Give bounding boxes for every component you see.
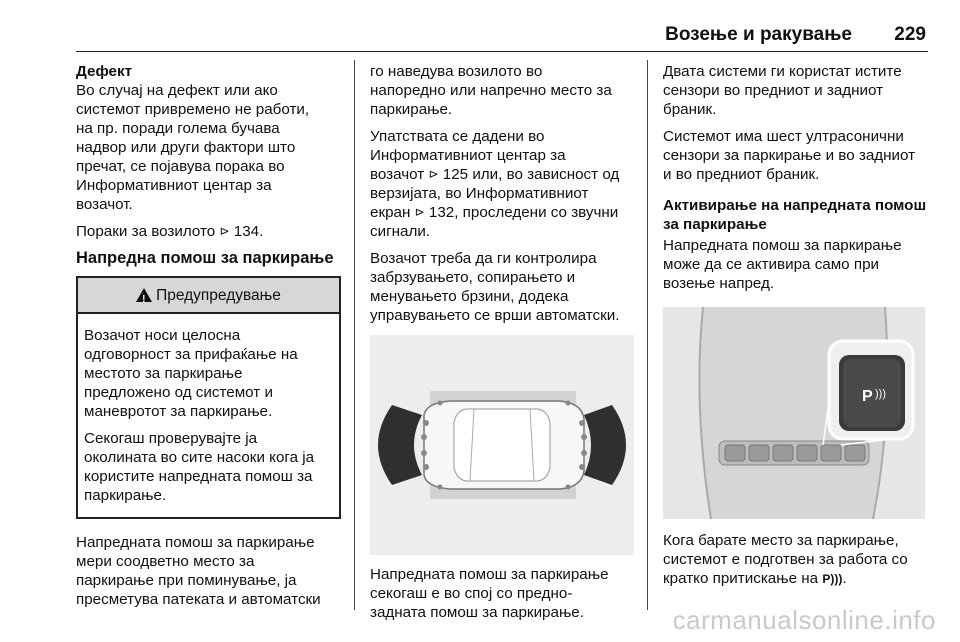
- console-button-figure: [663, 307, 925, 519]
- column-divider-2: [647, 60, 648, 610]
- section-heading: Напредна помош за паркирање: [76, 249, 334, 267]
- col3-p4-end: .: [842, 570, 847, 587]
- car-sensor-figure: [370, 335, 634, 555]
- reference-arrow-icon: ⊳: [414, 205, 425, 219]
- fault-text: Во случај на дефект или ако системот привремено не работи, на пр. поради голема бучава надвор или други фактори што пречат, се појавува порака во Информативниот центар за возачот.: [76, 82, 310, 213]
- warning-paragraph-2: Секогаш проверувајте ја околината во сите насоки кога ја користите напредната помош за паркирање.: [84, 430, 315, 504]
- column-3: [663, 62, 929, 597]
- warning-paragraph-1: Возачот носи целосна одговорност за прифаќање на местото за паркирање предложено од системот и маневротот за паркирање.: [84, 327, 298, 420]
- warning-header: [78, 278, 339, 314]
- parking-assist-icon: P))): [822, 572, 843, 586]
- console-illustration: [663, 307, 925, 519]
- col2-paragraph-2: [370, 127, 634, 241]
- warning-title: Предупредување: [156, 286, 281, 304]
- page-number: 229: [894, 24, 926, 45]
- col2-paragraph-1: го наведува возилото во напоредно или напречно место за паркирање.: [370, 63, 612, 118]
- messages-text: Пораки за возилото: [76, 223, 216, 240]
- warning-triangle-icon: [136, 288, 152, 302]
- column-divider-1: [354, 60, 355, 610]
- col3-paragraph-3: Напредната помош за паркирање може да се активира само при возење напред.: [663, 237, 902, 292]
- reference-arrow-icon: ⊳: [219, 224, 230, 238]
- header-rule: [76, 51, 928, 52]
- page-header: [76, 20, 928, 50]
- col2-paragraph-3: Возачот треба да ги контролира забрзувањето, сопирањето и менувањето брзини, додека управувањето се врши автоматски.: [370, 250, 620, 324]
- reference-arrow-icon: ⊳: [428, 167, 439, 181]
- col2-p2-text-c: 132, проследени со звучни сигнали.: [370, 204, 619, 240]
- messages-ref: 134.: [233, 223, 264, 240]
- after-warning-text: Напредната помош за паркирање мери соодветно место за паркирање при поминување, ја пресметува патеката и автоматски: [76, 534, 321, 608]
- column-2: [370, 62, 634, 630]
- figure-caption: Напредната помош за паркирање секогаш е во спој со предно- задната помош за паркирање.: [370, 566, 609, 621]
- col3-paragraph-1: Двата системи ги користат истите сензори во предниот и задниот браник.: [663, 63, 902, 118]
- warning-box: [76, 276, 341, 519]
- activation-heading: Активирање на напредната помош за паркирање: [663, 197, 927, 233]
- messages-line: [76, 222, 344, 241]
- warning-body: [78, 314, 339, 517]
- parking-sensor-waves-icon: ))): [875, 388, 886, 400]
- fault-title: Дефект: [76, 63, 133, 80]
- chapter-title: Возење и ракување: [665, 24, 852, 45]
- watermark: carmanualsonline.info: [672, 605, 936, 635]
- col2-p2-text-a: Упатствата се дадени во Информативниот центар за возачот: [370, 128, 566, 183]
- car-sensor-illustration: [370, 335, 634, 555]
- col2-p2-text-b: 125 или, во зависност од верзијата, во Информативниот екран: [370, 166, 620, 221]
- col3-p4-text: Кога барате место за паркирање, системот е подготвен за работа со кратко притискање на: [663, 532, 908, 587]
- col3-paragraph-4: [663, 531, 929, 589]
- column-1: [76, 62, 344, 617]
- parking-assist-icon: P: [862, 388, 873, 405]
- col3-paragraph-2: Системот има шест ултрасонични сензори за паркирање и во задниот и во предниот браник.: [663, 128, 916, 183]
